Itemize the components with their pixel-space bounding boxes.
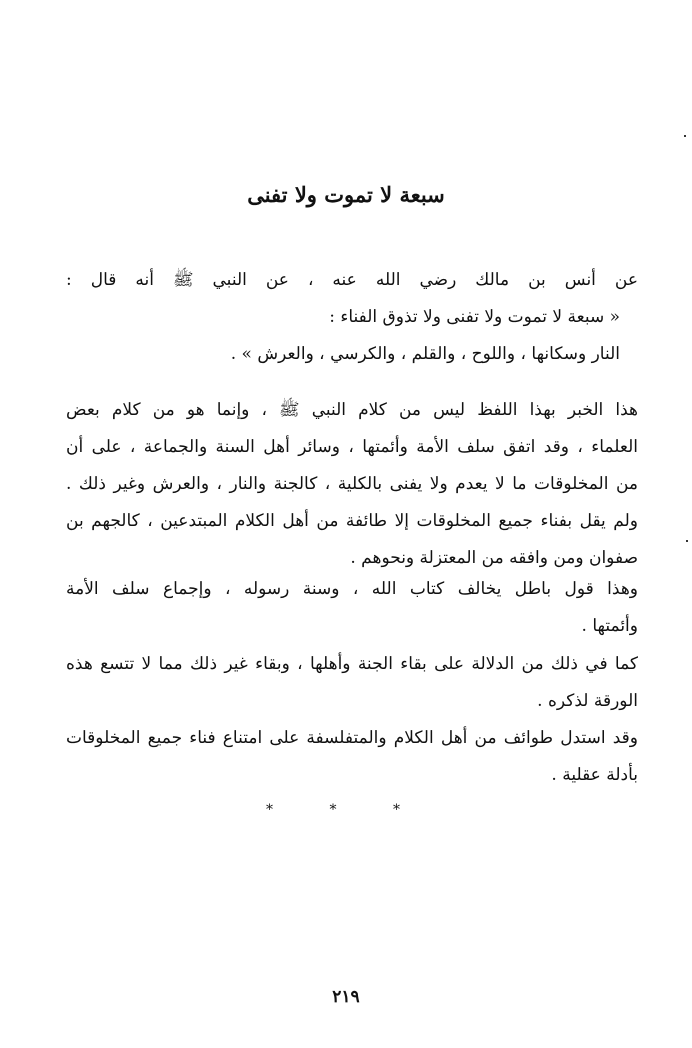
closing-paragraph	[66, 720, 638, 794]
text-line: من المخلوقات ما لا يعدم ولا يفنى بالكلية ، كالجنة والنار ، والعرش وغير ذلك .	[66, 474, 638, 494]
text-line: العلماء ، وقد اتفق سلف الأمة وأئمتها ، وسائر أهل السنة والجماعة ، على أن	[66, 437, 638, 457]
evidence-paragraph	[66, 646, 638, 720]
text-line: وهذا قول باطل يخالف كتاب الله ، وسنة رسوله ، وإجماع سلف الأمة	[66, 579, 638, 599]
scan-mark	[684, 135, 686, 137]
text-line: عن أنس بن مالك رضي الله عنه ، عن النبي ﷺ أنه قال :	[66, 270, 638, 290]
text-line: النار وسكانها ، واللوح ، والقلم ، والكرسي ، والعرش » .	[230, 344, 620, 364]
refutation-paragraph	[66, 571, 638, 645]
text-line: كما في ذلك من الدلالة على بقاء الجنة وأهلها ، وبقاء غير ذلك مما لا تتسع هذه	[66, 654, 638, 674]
text-line: هذا الخبر بهذا اللفظ ليس من كلام النبي ﷺ ، وإنما هو من كلام بعض	[66, 400, 638, 420]
text-line: وقد استدل طوائف من أهل الكلام والمتفلسفة على امتناع فناء جميع المخلوقات	[66, 728, 638, 748]
text-line: ولم يقل بفناء جميع المخلوقات إلا طائفة من أهل الكلام المبتدعين ، كالجهم بن	[66, 511, 638, 531]
scan-mark	[686, 540, 688, 542]
text-line: صفوان ومن وافقه من المعتزلة ونحوهم .	[350, 548, 638, 568]
hadith-paragraph	[66, 262, 638, 373]
commentary-paragraph	[66, 392, 638, 577]
chapter-title: سبعة لا تموت ولا تفنى	[247, 182, 445, 207]
page-number: ٢١٩	[332, 987, 360, 1007]
section-separator: * * *	[266, 802, 426, 818]
text-line: بأدلة عقلية .	[551, 765, 638, 785]
text-line: وأئمتها .	[581, 616, 638, 636]
text-line: الورقة لذكره .	[537, 691, 638, 711]
text-line: « سبعة لا تموت ولا تفنى ولا تذوق الفناء :	[329, 307, 620, 327]
